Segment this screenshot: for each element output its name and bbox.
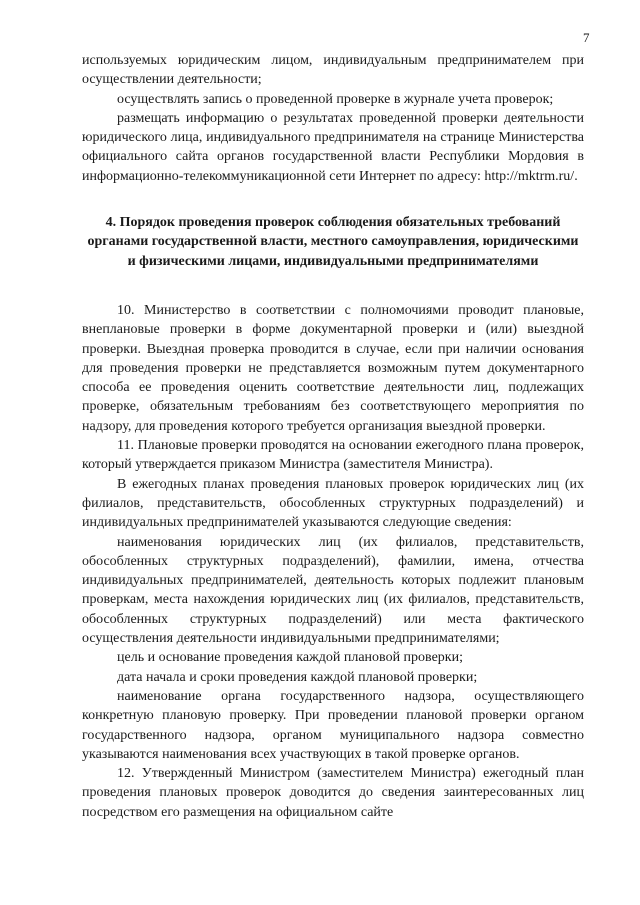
- paragraph: В ежегодных планах проведения плановых проверок юридических лиц (их филиалов, представительств, обособленных структурных подразделений) и индивидуальных предпринимателей указываются следующие сведения:: [82, 476, 584, 531]
- paragraph: наименование органа государственного надзора, осуществляющего конкретную плановую проверку. При проведении плановой проверки органом государственного надзора, органом муниципального надзора совместно указываются наименования всех участвующих в такой проверке органов.: [82, 688, 584, 762]
- paragraph: 11. Плановые проверки проводятся на основании ежегодного плана проверок, который утверждается приказом Министра (заместителя Министра).: [82, 438, 584, 473]
- paragraph: используемых юридическим лицом, индивидуальным предпринимателем при осуществлении деятельности;: [82, 53, 584, 88]
- paragraph: 10. Министерство в соответствии с полномочиями проводит плановые, внеплановые проверки в форме документарной проверки и (или) выездной проверки. Выездная проверка проводится в случае, если при наличии основания для проведения проверки не представляется возможным путем документарного способа ее проведения оценить соответствие деятельности лиц, подлежащих проверке, обязательным требованиям без соответствующего мероприятия по надзору, для проведения которого требуется организация выездной проверки.: [82, 302, 584, 434]
- paragraph: дата начала и сроки проведения каждой плановой проверки;: [117, 669, 478, 685]
- document-body: [82, 51, 584, 822]
- top-paragraphs: [82, 51, 584, 186]
- section-paragraphs: [82, 301, 584, 822]
- paragraph: размещать информацию о результатах проведенной проверки деятельности юридического лица, индивидуального предпринимателя на странице Министерства официального сайта органов государственной власти Республики Мордовия в информационно-телекоммуникационной сети Интернет по адресу: http://mktrm.ru/.: [82, 110, 584, 184]
- section-heading: 4. Порядок проведения проверок соблюдения обязательных требований органами государственной власти, местного самоуправления, юридическими и физическими лицами, индивидуальными предпринимателями: [87, 215, 579, 269]
- paragraph: осуществлять запись о проведенной проверке в журнале учета проверок;: [117, 91, 554, 107]
- page-number: 7: [583, 30, 590, 45]
- paragraph: цель и основание проведения каждой плановой проверки;: [117, 650, 463, 666]
- paragraph: 12. Утвержденный Министром (заместителем Министра) ежегодный план проведения плановых проверок доводится до сведения заинтересованных лиц посредством его размещения на официальном сайте: [82, 766, 584, 820]
- paragraph: наименования юридических лиц (их филиалов, представительств, обособленных структурных подразделений), фамилии, имена, отчества индивидуальных предпринимателей, деятельность которых подлежит плановым проверкам, места нахождения юридических лиц (их филиалов, представительств, обособленных структурных подразделений) или места фактического осуществления деятельности индивидуальными предпринимателями;: [82, 534, 584, 647]
